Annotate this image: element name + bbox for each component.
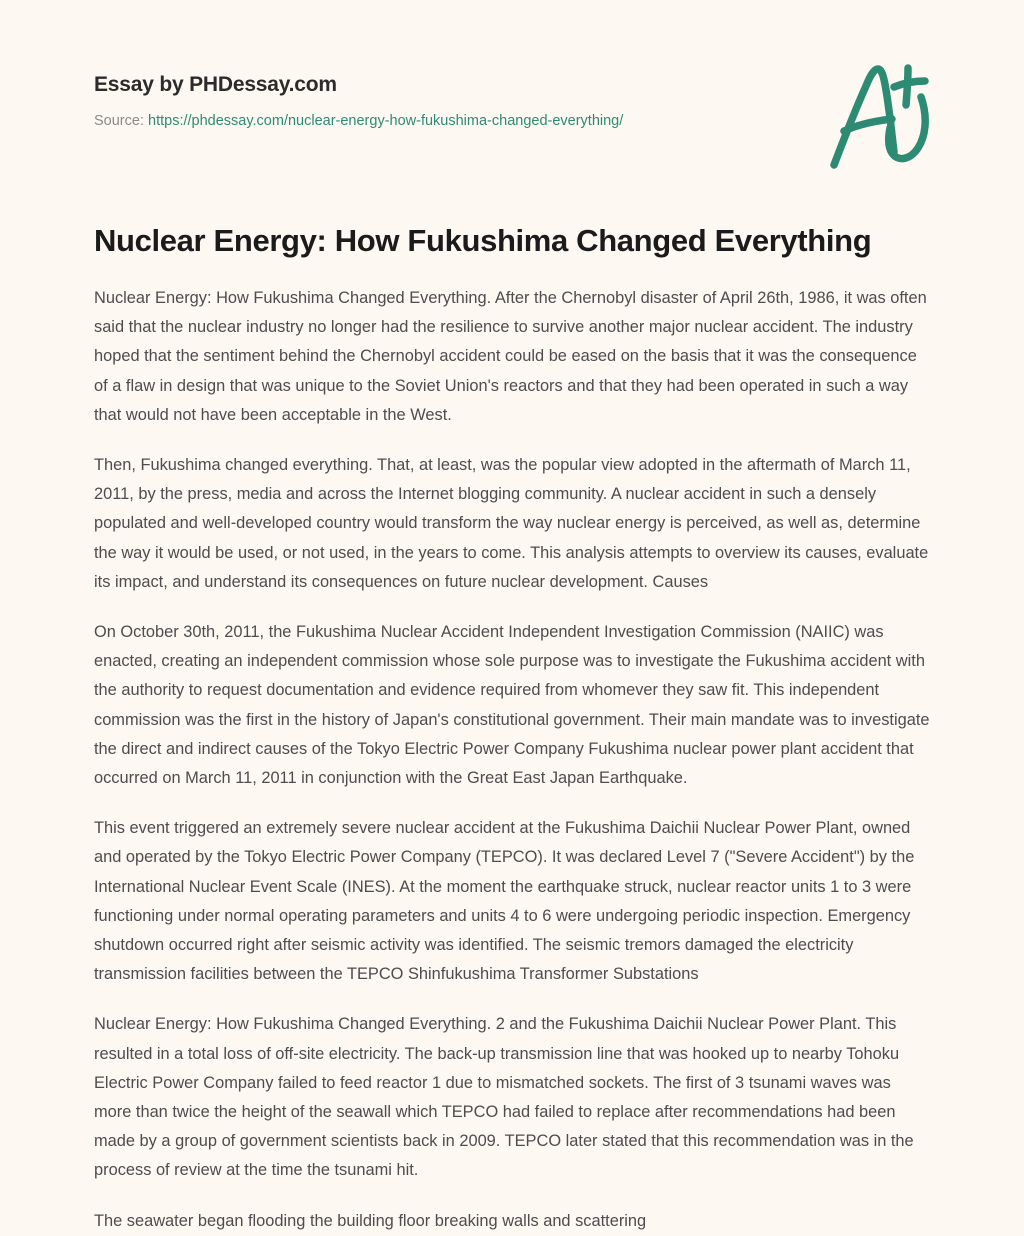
aplus-logo-icon <box>822 52 940 174</box>
source-url-link[interactable]: https://phdessay.com/nuclear-energy-how-fukushima-changed-everything/ <box>148 113 624 129</box>
article-paragraph: The seawater began flooding the building floor breaking walls and scattering <box>94 1211 647 1230</box>
article-body <box>94 260 932 1236</box>
article <box>94 222 932 1236</box>
page-title: Nuclear Energy: How Fukushima Changed Everything <box>94 223 872 258</box>
brand-title: Essay by PHDessay.com <box>94 73 337 96</box>
source-label: Source: <box>94 113 144 129</box>
source-line <box>94 111 930 131</box>
article-paragraph: Nuclear Energy: How Fukushima Changed Everything. After the Chernobyl disaster of April 26th, 1986, it was often said that the nuclear industry no longer had the resilience to survive another major nuclear accident. The industry hoped that the sentiment behind the Chernobyl accident could be eased on the basis that it was the consequence of a flaw in design that was unique to the Soviet Union's reactors and that they had been operated in such a way that would not have been acceptable in the West. <box>94 289 927 424</box>
article-paragraph: Then, Fukushima changed everything. That, at least, was the popular view adopted in the aftermath of March 11, 2011, by the press, media and across the Internet blogging community. A nuclear accident in such a densely populated and well-developed country would transform the way nuclear energy is perceived, as well as, determine the way it would be used, or not used, in the years to come. This analysis attempts to overview its causes, evaluate its impact, and understand its consequences on future nuclear development. Causes <box>94 456 929 591</box>
article-paragraph: On October 30th, 2011, the Fukushima Nuclear Accident Independent Investigation Commission (NAIIC) was enacted, creating an independent commission whose sole purpose was to investigate the Fukushima accident with the authority to request documentation and evidence required from whomever they saw fit. This independent commission was the first in the history of Japan's constitutional government. Their main mandate was to investigate the direct and indirect causes of the Tokyo Electric Power Company Fukushima nuclear power plant accident that occurred on March 11, 2011 in conjunction with the Great East Japan Earthquake. <box>94 623 930 788</box>
article-paragraph: Nuclear Energy: How Fukushima Changed Everything. 2 and the Fukushima Daichii Nuclear Power Plant. This resulted in a total loss of off-site electricity. The back-up transmission line that was hooked up to nearby Tohoku Electric Power Company failed to feed reactor 1 due to mismatched sockets. The first of 3 tsunami waves was more than twice the height of the seawall which TEPCO had failed to replace after recommendations had been made by a group of government scientists back in 2009. TEPCO later stated that this recommendation was in the process of review at the time the tsunami hit. <box>94 1015 914 1180</box>
article-paragraph: This event triggered an extremely severe nuclear accident at the Fukushima Daichii Nuclear Power Plant, owned and operated by the Tokyo Electric Power Company (TEPCO). It was declared Level 7 ("Severe Accident") by the International Nuclear Event Scale (INES). At the moment the earthquake struck, nuclear reactor units 1 to 3 were functioning under normal operating parameters and units 4 to 6 were undergoing periodic inspection. Emergency shutdown occurred right after seismic activity was identified. The seismic tremors damaged the electricity transmission facilities between the TEPCO Shinfukushima Transformer Substations <box>94 819 915 984</box>
document-header <box>94 72 930 131</box>
